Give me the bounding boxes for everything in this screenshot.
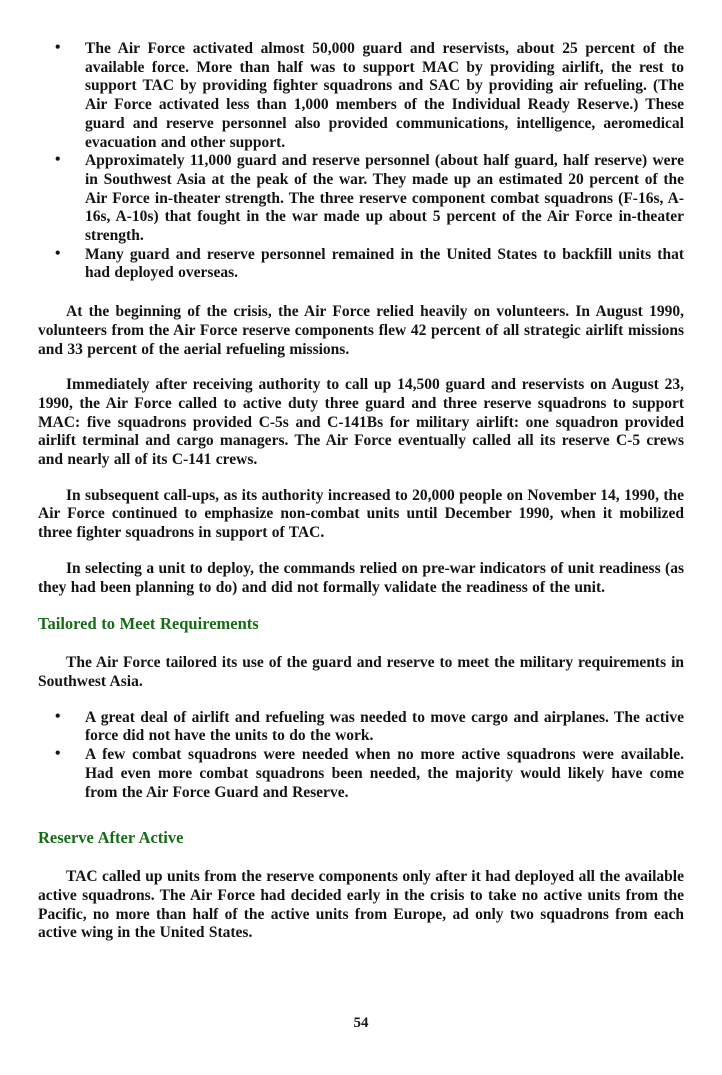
- list-item: [38, 246, 684, 283]
- bullet-text: Approximately 11,000 guard and reserve personnel (about half guard, half reserve) were in Southwest Asia at the peak of the war. They made up an estimated 20 percent of the Air Force in-theater strength. The three reserve component combat squadrons (F-16s, A-16s, A-10s) that fought in the war made up about 5 percent of the Air Force in-theater strength.: [85, 152, 684, 245]
- section-heading-tailored: Tailored to Meet Requirements: [38, 614, 259, 634]
- bullet-icon: •: [55, 151, 61, 169]
- tailored-bullet-list: [38, 709, 684, 803]
- bullet-icon: •: [55, 244, 61, 262]
- paragraph-unit-selection: In selecting a unit to deploy, the commands relied on pre-war indicators of unit readiness (as they had been planning to do) and did not formally validate the readiness of the unit.: [38, 559, 684, 596]
- list-item: [38, 40, 684, 152]
- paragraph-volunteers: At the beginning of the crisis, the Air Force relied heavily on volunteers. In August 1990, volunteers from the Air Force reserve components flew 42 percent of all strategic airlift missions and 33 percent of the aerial refueling missions.: [38, 303, 684, 358]
- paragraph-subsequent-callups: In subsequent call-ups, as its authority increased to 20,000 people on November 14, 1990, the Air Force continued to emphasize non-combat units until December 1990, when it mobilized three fighter squadrons in support of TAC.: [38, 486, 684, 542]
- bullet-text: A few combat squadrons were needed when no more active squadrons were available. Had even more combat squadrons been needed, the majority would likely have come from the Air Force Guard and Reserve.: [85, 746, 684, 801]
- intro-bullet-list: [38, 40, 684, 283]
- bullet-text: A great deal of airlift and refueling was needed to move cargo and airplanes. The active force did not have the units to do the work.: [85, 708, 684, 745]
- section-heading-reserve-after-active: Reserve After Active: [38, 828, 184, 848]
- bullet-icon: •: [55, 745, 61, 763]
- list-item: [38, 746, 684, 802]
- bullet-text: The Air Force activated almost 50,000 guard and reservists, about 25 percent of the available force. More than half was to support MAC by providing airlift, the rest to support TAC by providing fighter squadrons and SAC by providing air refueling. (The Air Force activated less than 1,000 members of the Individual Ready Reserve.) These guard and reserve personnel also provided communications, intelligence, aeromedical evacuation and other support.: [85, 40, 684, 151]
- paragraph-tailored-intro: The Air Force tailored its use of the guard and reserve to meet the military requirements in Southwest Asia.: [38, 654, 684, 690]
- bullet-icon: •: [55, 39, 61, 56]
- paragraph-tac-callup: TAC called up units from the reserve components only after it had deployed all the available active squadrons. The Air Force had decided early in the crisis to take no active units from the Pacific, no more than half of the active units from Europe, ad only two squadrons from each active wing in the United States.: [38, 868, 684, 942]
- paragraph-callup: Immediately after receiving authority to call up 14,500 guard and reservists on August 23, 1990, the Air Force called to active duty three guard and three reserve squadrons to support MAC: five squadrons provided C-5s and C-141Bs for military airlift: one squadron provided airlift terminal and cargo managers. The Air Force eventually called all its reserve C-5 crews and nearly all of its C-141 crews.: [38, 376, 684, 469]
- bullet-text: Many guard and reserve personnel remained in the United States to backfill units that had deployed overseas.: [85, 245, 684, 282]
- bullet-icon: •: [55, 707, 61, 725]
- page-number: 54: [353, 1015, 369, 1031]
- list-item: [38, 709, 684, 746]
- list-item: [38, 152, 684, 246]
